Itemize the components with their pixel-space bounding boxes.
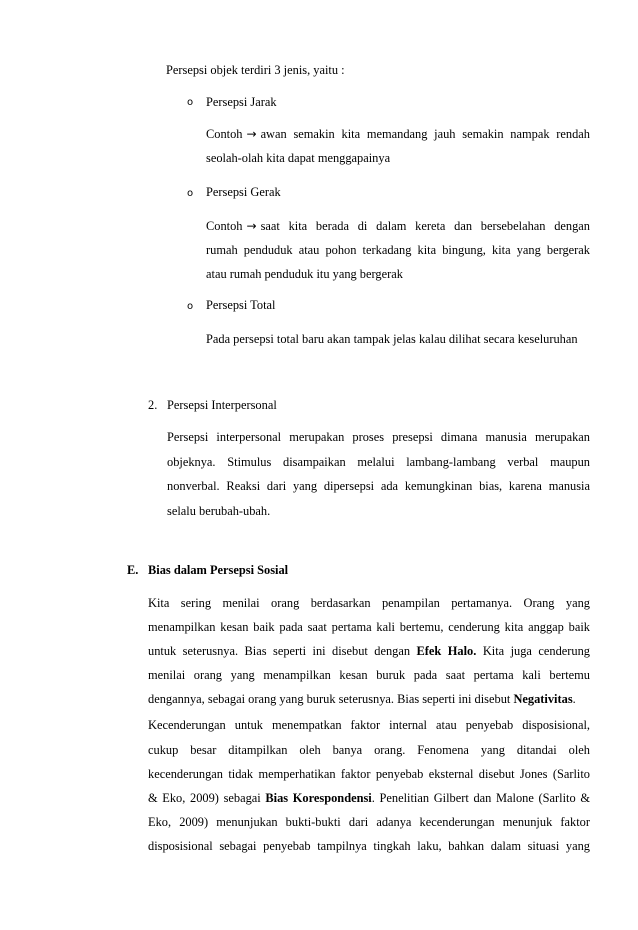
arrow-right-icon: → bbox=[246, 127, 257, 141]
term-efek-halo: Efek Halo. bbox=[416, 644, 477, 658]
para2-line2: cukup besar ditampilkan oleh banya orang. Fenomena yang ditandai oleh bbox=[148, 743, 590, 757]
section-2-number: 2. bbox=[148, 398, 158, 412]
section-e-title: Bias dalam Persepsi Sosial bbox=[148, 563, 289, 577]
example-jarak-line1: Contoh → awan semakin kita memandang jauh semakin nampak rendah bbox=[206, 127, 590, 141]
example-jarak-line2: seolah-olah kita dapat menggapainya bbox=[206, 151, 391, 165]
item-title-jarak: Persepsi Jarak bbox=[206, 95, 277, 109]
section-2-line2: objeknya. Stimulus disampaikan melalui lambang-lambang verbal maupun bbox=[167, 455, 590, 469]
para1-line1: Kita sering menilai orang berdasarkan penampilan pertamanya. Orang yang bbox=[148, 596, 590, 610]
section-e-letter: E. bbox=[127, 563, 139, 577]
item-title-gerak: Persepsi Gerak bbox=[206, 185, 281, 199]
arrow-right-icon: → bbox=[246, 219, 257, 233]
para1-line3: untuk seterusnya. Bias seperti ini disebut dengan Efek Halo. Kita juga cenderung bbox=[148, 644, 590, 658]
para2-line3: kecenderungan tidak memperhatikan faktor penyebab eksternal disebut Jones (Sarlito bbox=[148, 767, 590, 781]
item-title-total: Persepsi Total bbox=[206, 298, 276, 312]
para2-line6: disposisional sebagai penyebab tampilnya tingkah laku, bahkan dalam situasi yang bbox=[148, 839, 590, 853]
item-total-desc: Pada persepsi total baru akan tampak jelas kalau dilihat secara keseluruhan bbox=[206, 332, 578, 346]
para2-line5: Eko, 2009) menunjukan bukti-bukti dari adanya kecenderungan menunjuk faktor bbox=[148, 815, 590, 829]
term-negativitas: Negativitas bbox=[513, 692, 573, 706]
para1-line4: menilai orang yang menampilkan kesan buruk pada saat pertama kali bertemu bbox=[148, 668, 590, 682]
example-gerak-line2: rumah penduduk atau pohon terkadang kita bingung, kita yang bergerak bbox=[206, 243, 590, 257]
bullet-icon: o bbox=[187, 188, 194, 199]
section-2-title: Persepsi Interpersonal bbox=[167, 398, 277, 412]
para2-line1: Kecenderungan untuk menempatkan faktor internal atau penyebab disposisional, bbox=[148, 718, 590, 732]
para1-line2: menampilkan kesan baik pada saat pertama kali bertemu, cenderung kita anggap baik bbox=[148, 620, 590, 634]
para2-line4: & Eko, 2009) sebagai Bias Korespondensi. Penelitian Gilbert dan Malone (Sarlito & bbox=[148, 791, 590, 805]
bullet-icon: o bbox=[187, 97, 194, 108]
example-label: Contoh bbox=[206, 127, 243, 141]
para1-line5: dengannya, sebagai orang yang buruk seterusnya. Bias seperti ini disebut Negativitas. bbox=[148, 692, 576, 706]
term-bias-korespondensi: Bias Korespondensi bbox=[265, 791, 372, 805]
section-2-line4: selalu berubah-ubah. bbox=[167, 504, 271, 518]
example-gerak-line1: Contoh → saat kita berada di dalam kereta dan bersebelahan dengan bbox=[206, 219, 590, 233]
example-label: Contoh bbox=[206, 219, 243, 233]
example-gerak-line3: atau rumah penduduk itu yang bergerak bbox=[206, 267, 403, 281]
intro-text: Persepsi objek terdiri 3 jenis, yaitu : bbox=[166, 63, 345, 77]
section-2-line3: nonverbal. Reaksi dari yang dipersepsi ada kemungkinan bias, karena manusia bbox=[167, 479, 590, 493]
section-2-line1: Persepsi interpersonal merupakan proses presepsi dimana manusia merupakan bbox=[167, 430, 590, 444]
bullet-icon: o bbox=[187, 301, 194, 312]
